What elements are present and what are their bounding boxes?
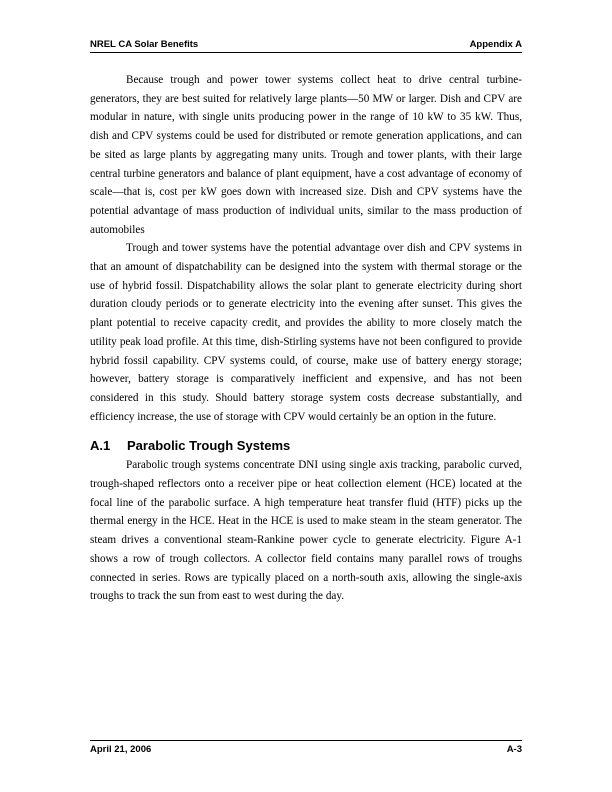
paragraph-dispatchability: Trough and tower systems have the potential advantage over dish and CPV systems in that an amount of dispatchability can be designed into the system with thermal storage or the use of hybrid fossil. Dispatchability allows the solar plant to generate electricity during short duration cloudy periods or to generate electricity into the evening after sunset. This gives the plant potential to receive capacity credit, and provides the ability to more closely match the utility peak load profile. At this time, dish-Stirling systems have not been configured to provide hybrid fossil capability. CPV systems could, of course, make use of battery energy storage; however, battery storage is comparatively inefficient and expensive, and has not been considered in this study. Should battery storage system costs decrease substantially, and efficiency increase, the use of storage with CPV would certainly be an option in the future. — [90, 242, 522, 423]
running-footer — [90, 740, 522, 755]
running-header — [90, 36, 522, 53]
header-report-title: NREL CA Solar Benefits — [90, 39, 199, 50]
section-title: Parabolic Trough Systems — [127, 438, 291, 454]
paragraph-parabolic-trough: Parabolic trough systems concentrate DNI using single axis tracking, parabolic curved, trough-shaped reflectors onto a receiver pipe or heat collection element (HCE) located at the focal line of the parabolic surface. A high temperature heat transfer fluid (HTF) picks up the thermal energy in the HCE. Heat in the HCE is used to make steam in the steam generator. The steam drives a conventional steam-Rankine power cycle to generate electricity. Figure A-1 shows a row of trough collectors. A collector field contains many parallel rows of troughs connected in series. Rows are typically placed on a north-south axis, allowing the single-axis troughs to track the sun from east to west during the day. — [90, 459, 522, 603]
footer-date: April 21, 2006 — [90, 744, 152, 755]
body-text — [90, 71, 522, 606]
paragraph-plant-size: Because trough and power tower systems collect heat to drive central turbine-generators, they are best suited for relatively large plants—50 MW or larger. Dish and CPV are modular in nature, with single units producing power in the range of 10 kW to 35 kW. Thus, dish and CPV systems could be used for distributed or remote generation applications, and can be sited as large plants by aggregating many units. Trough and tower plants, with their large central turbine generators and balance of plant equipment, have a cost advantage of economy of scale—that is, cost per kW goes down with increased size. Dish and CPV systems have the potential advantage of mass production of individual units, similar to the mass production of automobiles — [90, 74, 522, 236]
header-appendix-label: Appendix A — [469, 39, 522, 50]
footer-page-number: A-3 — [506, 744, 522, 755]
section-heading — [90, 436, 522, 456]
section-number: A.1 — [90, 438, 111, 454]
